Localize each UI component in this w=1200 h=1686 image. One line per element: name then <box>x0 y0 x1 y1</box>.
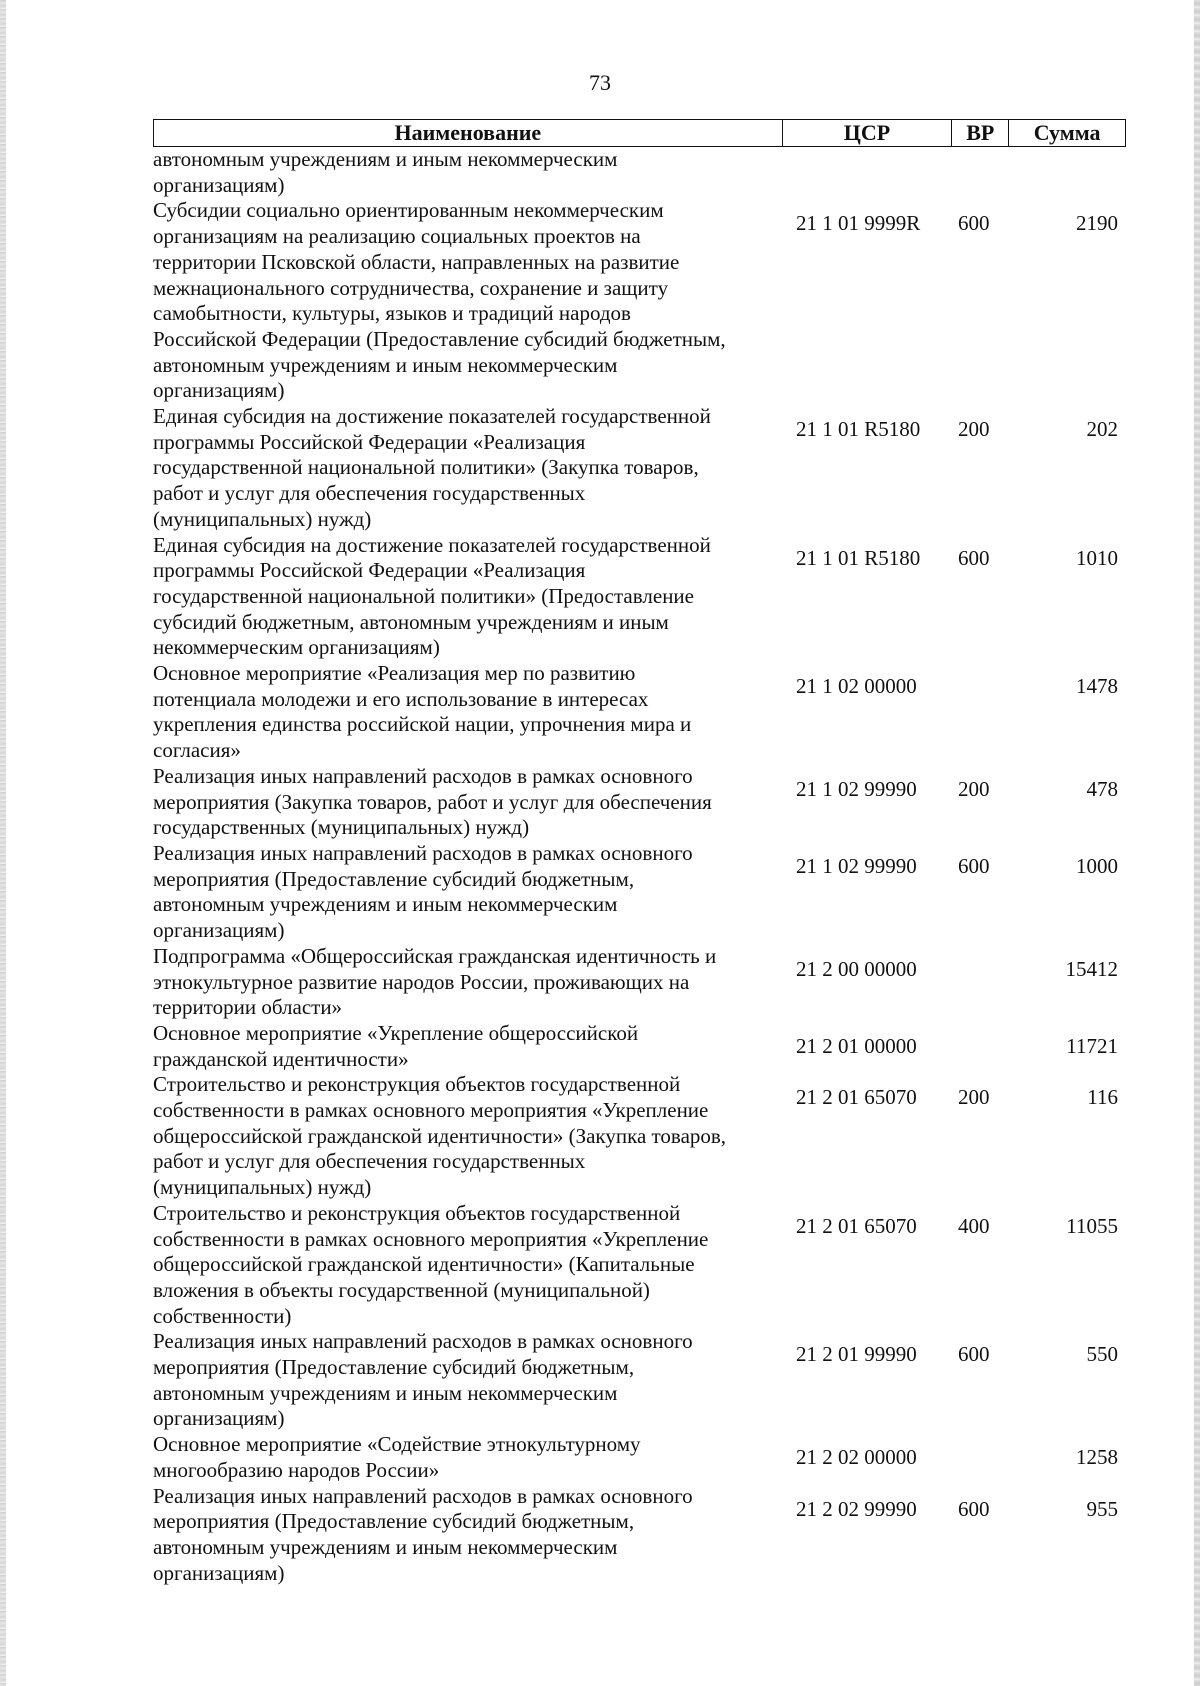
header-name: Наименование <box>154 120 783 146</box>
table-row <box>153 1072 1126 1201</box>
row-csr: 21 2 00 00000 <box>796 956 917 981</box>
row-csr: 21 2 01 00000 <box>796 1033 917 1058</box>
table-row <box>153 1021 1126 1072</box>
row-sum <box>1010 147 1126 198</box>
row-sum: 11055 <box>1066 1213 1118 1238</box>
row-name: Субсидии социально ориентированным некоммерческим организациям на реализацию социальных проектов на территории Псковской области, направленных на развитие межнационального сотрудничества, сохранение и защиту самобытности, культуры, языков и традиций народов Российской Федерации (Предоставление субсидий бюджетным, автономным учреждениям и иным некоммерческим организациям) <box>153 198 726 403</box>
row-name: Реализация иных направлений расходов в рамках основного мероприятия (Предоставление субсидий бюджетным, автономным учреждениям и иным некоммерческим организациям) <box>153 1483 693 1585</box>
row-sum: 1478 <box>1076 674 1118 699</box>
row-csr: 21 2 01 65070 <box>796 1085 917 1110</box>
table-row <box>153 147 1126 198</box>
row-name: Строительство и реконструкция объектов государственной собственности в рамках основного мероприятия «Укрепление общероссийской гражданской идентичности» (Закупка товаров, работ и услуг для обеспечения государственных (муниципальных) нужд) <box>153 1072 727 1200</box>
row-name: Реализация иных направлений расходов в рамках основного мероприятия (Закупка товаров, работ и услуг для обеспечения государственных (муниципальных) нужд) <box>153 763 712 840</box>
row-sum: 1000 <box>1076 853 1118 878</box>
row-name: Основное мероприятие «Укрепление общероссийской гражданской идентичности» <box>153 1020 639 1071</box>
row-name: Основное мероприятие «Содействие этнокультурному многообразию народов России» <box>153 1432 641 1482</box>
page-number: 73 <box>589 70 611 95</box>
row-name: Реализация иных направлений расходов в рамках основного мероприятия (Предоставление субсидий бюджетным, автономным учреждениям и иным некоммерческим организациям) <box>153 840 693 943</box>
row-csr: 21 1 02 00000 <box>796 674 917 699</box>
row-sum: 550 <box>1086 1342 1118 1367</box>
row-name: Единая субсидия на достижение показателей государственной программы Российской Федерации «Реализация государственной национальной политики» (Закупка товаров, работ и услуг для обеспечения государственных (муниципальных) нужд) <box>153 404 711 531</box>
row-vr: 200 <box>958 1085 990 1110</box>
row-vr: 200 <box>958 417 990 442</box>
budget-table <box>153 119 1126 1586</box>
row-vr: 600 <box>958 211 990 236</box>
table-row <box>153 533 1126 662</box>
row-sum: 478 <box>1086 776 1118 801</box>
row-csr: 21 1 02 99990 <box>796 853 917 878</box>
row-vr <box>953 944 1010 1021</box>
row-csr <box>783 147 953 198</box>
row-sum: 2190 <box>1076 211 1118 236</box>
table-row <box>153 404 1126 533</box>
row-vr: 200 <box>958 776 990 801</box>
row-sum: 11721 <box>1066 1033 1118 1058</box>
row-vr: 400 <box>958 1213 990 1238</box>
row-sum: 1258 <box>1076 1445 1118 1470</box>
table-row <box>153 841 1126 944</box>
table-row <box>153 1432 1126 1483</box>
row-vr <box>953 1021 1010 1072</box>
row-csr: 21 1 02 99990 <box>796 776 917 801</box>
row-csr: 21 1 01 9999R <box>796 211 921 236</box>
scan-edge-right <box>1194 0 1200 1686</box>
row-csr: 21 1 01 R5180 <box>796 417 921 442</box>
row-sum: 202 <box>1086 417 1118 442</box>
row-name: Подпрограмма «Общероссийская гражданская идентичность и этнокультурное развитие народов России, проживающих на территории области» <box>153 943 717 1020</box>
row-csr: 21 1 01 R5180 <box>796 545 921 570</box>
header-csr: ЦСР <box>783 120 953 146</box>
row-csr: 21 2 01 99990 <box>796 1342 917 1367</box>
header-vr: ВР <box>952 120 1009 146</box>
row-sum: 1010 <box>1076 545 1118 570</box>
row-csr: 21 2 01 65070 <box>796 1213 917 1238</box>
row-sum: 116 <box>1087 1085 1118 1110</box>
table-row <box>153 661 1126 764</box>
row-vr <box>953 1432 1010 1483</box>
row-csr: 21 2 02 99990 <box>796 1496 917 1521</box>
row-csr: 21 2 02 00000 <box>796 1445 917 1470</box>
row-vr: 600 <box>958 1496 990 1521</box>
table-row <box>153 944 1126 1021</box>
table-row <box>153 1484 1126 1587</box>
table-row <box>153 1201 1126 1330</box>
row-vr <box>953 661 1010 764</box>
row-name: Строительство и реконструкция объектов государственной собственности в рамках основного мероприятия «Укрепление общероссийской гражданской идентичности» (Капитальные вложения в объекты государственной (муниципальной) собственности) <box>153 1200 709 1328</box>
row-vr: 600 <box>958 545 990 570</box>
row-sum: 955 <box>1086 1496 1118 1521</box>
row-vr <box>953 147 1010 198</box>
row-name: Реализация иных направлений расходов в рамках основного мероприятия (Предоставление субсидий бюджетным, автономным учреждениям и иным некоммерческим организациям) <box>153 1329 693 1431</box>
table-row <box>153 764 1126 841</box>
scan-edge-left <box>0 0 6 1686</box>
row-sum: 15412 <box>1065 956 1118 981</box>
table-row <box>153 198 1126 404</box>
row-name: Основное мероприятие «Реализация мер по развитию потенциала молодежи и его использование в интересах укрепления единства российской нации, упрочнения мира и согласия» <box>153 661 692 763</box>
row-name: автономным учреждениям и иным некоммерческим организациям) <box>153 147 618 197</box>
row-name: Единая субсидия на достижение показателей государственной программы Российской Федерации «Реализация государственной национальной политики» (Предоставление субсидий бюджетным, автономным учреждениям и иным некоммерческим организациям) <box>153 532 711 660</box>
header-sum: Сумма <box>1033 120 1101 145</box>
row-vr: 600 <box>958 1342 990 1367</box>
table-row <box>153 1329 1126 1432</box>
table-body <box>153 147 1126 1586</box>
table-header <box>153 119 1126 147</box>
row-vr: 600 <box>958 853 990 878</box>
